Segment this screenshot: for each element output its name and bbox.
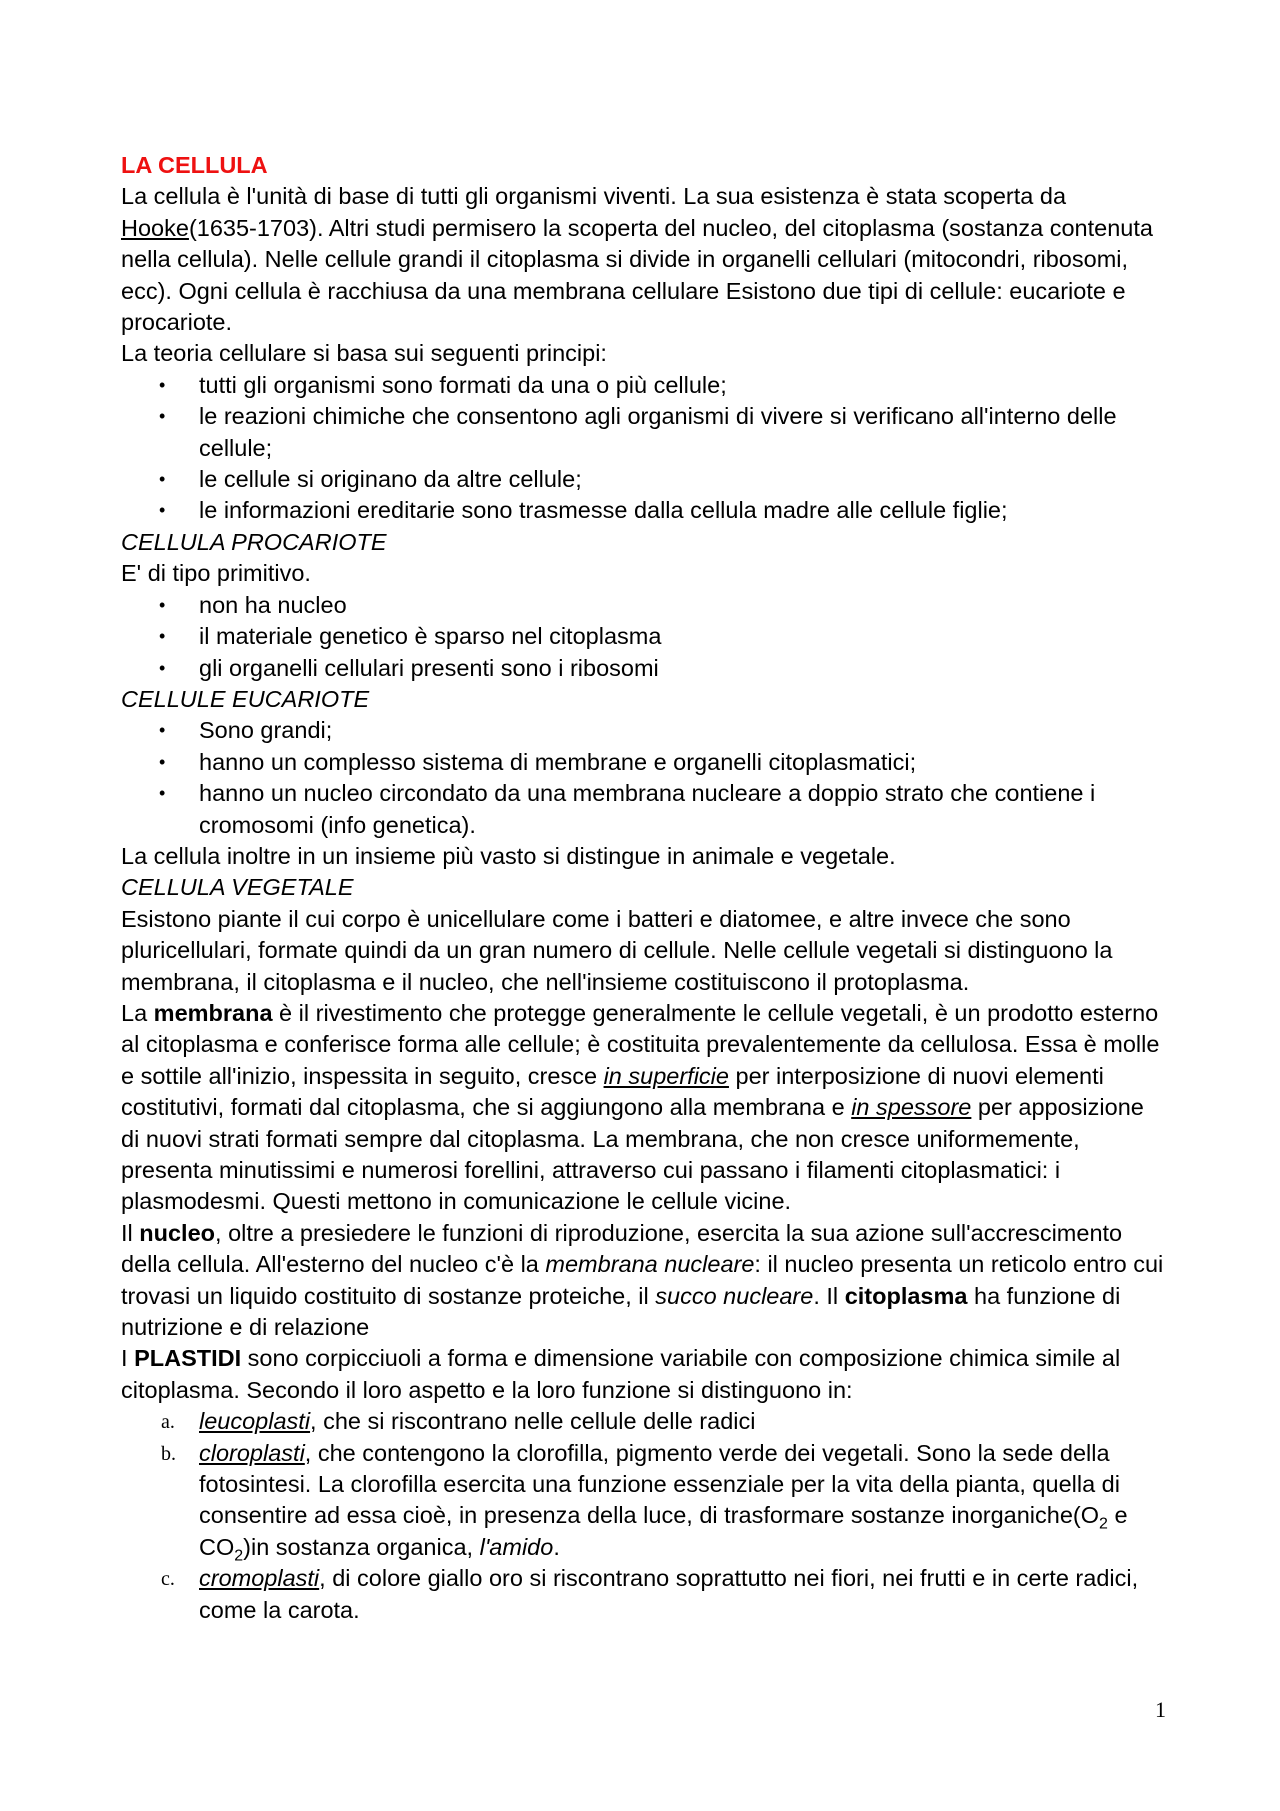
eucariote-list [121,715,1166,841]
list-item: • tutti gli organismi sono formati da una o più cellule; [121,370,1166,401]
bullet-icon: • [159,783,166,804]
bullet-icon: • [159,500,166,521]
amido-term: l'amido [479,1533,554,1560]
list-item: • gli organelli cellulari presenti sono i ribosomi [121,653,1166,684]
spessore-term: in spessore [851,1094,972,1121]
superficie-term: in superficie [603,1062,729,1089]
theory-intro: La teoria cellulare si basa sui seguenti principi: [121,340,607,367]
intro-text-2: (1635-1703). Altri studi permisero la scoperta del nucleo, del citoplasma (sostanza contenuta nella cellula). Nelle cellule grandi il citoplasma si divide in organelli cellulari (mitocondri, ribosomi, ecc). Ogni cellula è racchiusa da una membrana cellulare Esistono due tipi di cellule: eucariote e procariote. [121,214,1153,336]
bullet-icon: • [159,469,166,490]
bullet-icon: • [159,594,166,615]
bullet-icon: • [159,751,166,772]
bullet-icon: • [159,406,166,427]
bullet-icon: • [159,626,166,647]
vegetale-heading: CELLULA VEGETALE [121,874,354,901]
page-number: 1 [1155,1697,1166,1722]
cloroplasti-term: cloroplasti [199,1439,305,1466]
nucleo-term: nucleo [139,1219,216,1246]
plastidi-list [121,1406,1166,1626]
distinction-paragraph: La cellula inoltre in un insieme più vasto si distingue in animale e vegetale. [121,842,896,869]
membrana-paragraph: La membrana è il rivestimento che protegge generalmente le cellule vegetali, è un prodotto esterno al citoplasma e conferisce forma alle cellule; è costituita prevalentemente da cellulosa. Essa è molle e sottile all'inizio, inspessita in seguito, cresce in superficie per interposizione di nuovi elementi costitutivi, formati dal citoplasma, che si aggiungono alla membrana e in spessore per apposizione di nuovi strati formati sempre dal citoplasma. La membrana, che non cresce uniformemente, presenta minutissimi e numerosi forellini, attraverso cui passano i filamenti citoplasmatici: i plasmodesmi. Questi mettono in comunicazione le cellule vicine. [121,999,1160,1215]
list-item: a. leucoplasti, che si riscontrano nelle cellule delle radici [121,1406,1166,1437]
citoplasma-term: citoplasma [844,1282,968,1309]
hooke-link[interactable]: Hooke [121,214,189,241]
plastidi-term: PLASTIDI [134,1345,242,1372]
list-item: • le cellule si originano da altre cellule; [121,464,1166,495]
list-marker: b. [161,1442,176,1465]
cromoplasti-term: cromoplasti [199,1565,320,1592]
theory-list [121,370,1166,527]
list-item: • hanno un nucleo circondato da una membrana nucleare a doppio strato che contiene i cromosomi (info genetica). [159,780,1096,838]
list-item: • hanno un complesso sistema di membrane e organelli citoplasmatici; [121,747,1166,778]
membrana-nucleare-term: membrana nucleare [545,1251,755,1278]
intro-text: La cellula è l'unità di base di tutti gli organismi viventi. La sua esistenza è stata scoperta da [121,183,1067,210]
procariote-intro: E' di tipo primitivo. [121,560,311,587]
procariote-heading: CELLULA PROCARIOTE [121,528,387,555]
eucariote-heading: CELLULE EUCARIOTE [121,685,370,712]
bullet-icon: • [159,720,166,741]
list-marker: c. [161,1568,175,1591]
vegetale-paragraph: Esistono piante il cui corpo è unicellulare come i batteri e diatomee, e altre invece che sono pluricellulari, formate quindi da un gran numero di cellule. Nelle cellule vegetali si distinguono la membrana, il citoplasma e il nucleo, che nell'insieme costituiscono il protoplasma. [121,905,1113,995]
list-item: b. cloroplasti, che contengono la clorofilla, pigmento verde dei vegetali. Sono la sede della fotosintesi. La clorofilla esercita una funzione essenziale per la vita della pianta, quella di consentire ad essa cioè, in presenza della luce, di trasformare sostanze $inorganiche(O_2$ e $CO_2)in$ sostanza organica, l'amido. [161,1439,1128,1565]
list-item: • le informazioni ereditarie sono trasmesse dalla cellula madre alle cellule figlie; [121,495,1166,526]
list-item: • le reazioni chimiche che consentono agli organismi di vivere si verificano all'interno delle cellule; [159,403,1117,461]
document-page [121,150,1166,1626]
bullet-icon: • [159,657,166,678]
leucoplasti-term: leucoplasti [199,1408,311,1435]
list-marker: a. [161,1411,175,1434]
procariote-list [121,590,1166,684]
list-item: • non ha nucleo [121,590,1166,621]
nucleo-paragraph: Il nucleo, oltre a presiedere le funzioni di riproduzione, esercita la sua azione sull'accrescimento della cellula. All'esterno del nucleo c'è la membrana nucleare: il nucleo presenta un reticolo entro cui trovasi un liquido costituito di sostanze proteiche, il succo nucleare. Il citoplasma ha funzione di nutrizione e di relazione [121,1219,1164,1341]
list-item: c. cromoplasti, di colore giallo oro si riscontrano soprattutto nei fiori, nei frutti e in certe radici, come la carota. [161,1565,1139,1623]
list-item: • il materiale genetico è sparso nel citoplasma [121,621,1166,652]
membrana-term: membrana [153,999,273,1026]
succo-nucleare-term: succo nucleare [655,1282,814,1309]
bullet-icon: • [159,374,166,395]
plastidi-paragraph: I PLASTIDI sono corpicciuoli a forma e dimensione variabile con composizione chimica simile al citoplasma. Secondo il loro aspetto e la loro funzione si distinguono in: [121,1345,1121,1403]
page-title: LA CELLULA [121,152,268,178]
list-item: • Sono grandi; [121,715,1166,746]
intro-paragraph [121,181,1166,338]
